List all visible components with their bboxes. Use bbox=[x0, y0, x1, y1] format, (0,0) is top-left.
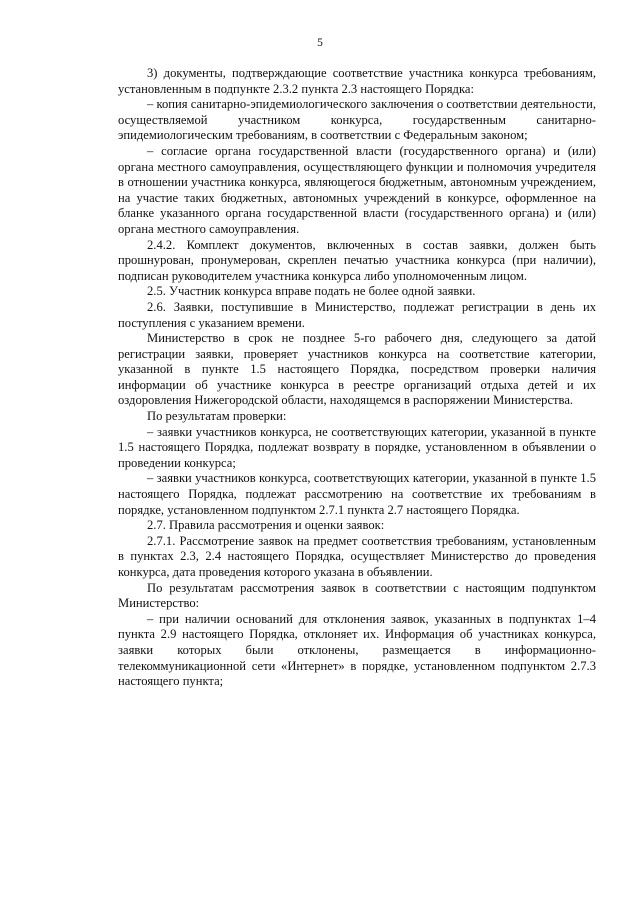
page-number: 5 bbox=[317, 37, 323, 49]
paragraph-review-applications: – заявки участников конкурса, соответствующих категории, указанной в пункте 1.5 настоящего Порядка, подлежат рассмотрению на соответствие их требованиям в порядке, установленном подпунктом 2.7.1 пункта 2.7 настоящего Порядка. bbox=[118, 471, 596, 517]
paragraph-2-7: 2.7. Правила рассмотрения и оценки заявок: bbox=[147, 518, 385, 533]
paragraph-2-4-2: 2.4.2. Комплект документов, включенных в состав заявки, должен быть прошнурован, пронумерован, скреплен печатью участника конкурса (при наличии), подписан руководителем участника конкурса либо уполномоченным лицом. bbox=[118, 237, 596, 283]
document-body bbox=[118, 66, 596, 690]
paragraph-review-results: По результатам рассмотрения заявок в соответствии с настоящим подпунктом Министерство: bbox=[118, 580, 596, 611]
paragraph-documents-list: 3) документы, подтверждающие соответствие участника конкурса требованиям, установленным в подпункте 2.3.2 пункта 2.3 настоящего Порядка: bbox=[118, 66, 596, 96]
paragraph-ministry-check: Министерство в срок не позднее 5-го рабочего дня, следующего за датой регистрации заявки, проверяет участников конкурса на соответствие категории, указанной в пункте 1.5 настоящего Порядка, посредством проверки наличия информации об участнике конкурса в реестре организаций отдыха детей и их оздоровления Нижегородской области, находящемся в распоряжении Министерства. bbox=[118, 331, 596, 408]
paragraph-2-6: 2.6. Заявки, поступившие в Министерство, подлежат регистрации в день их поступления с указанием времени. bbox=[118, 299, 596, 330]
paragraph-2-5: 2.5. Участник конкурса вправе подать не более одной заявки. bbox=[147, 284, 476, 299]
paragraph-founder-consent: – согласие органа государственной власти (государственного органа) и (или) органа местного самоуправления, осуществляющего функции и полномочия учредителя в отношении участника конкурса, являющегося бюджетным, автономным учреждением, на участие таких бюджетных, автономных учреждений в конкурсе, оформленное на бланке указанного органа государственной власти (государственного органа) и (или) органа местного самоуправления. bbox=[118, 143, 596, 236]
paragraph-sanitary-conclusion: – копия санитарно-эпидемиологического заключения о соответствии деятельности, осуществляемой участником конкурса, государственным санитарно-эпидемиологическим требованиям, в соответствии с Федеральным законом; bbox=[118, 97, 596, 143]
paragraph-rejection: – при наличии оснований для отклонения заявок, указанных в подпунктах 1–4 пункта 2.9 настоящего Порядка, отклоняет их. Информация об участниках конкурса, заявки которых были отклонены, размещается в информационно-телекоммуникационной сети «Интернет» в порядке, установленном подпунктом 2.7.3 настоящего пункта; bbox=[118, 611, 596, 689]
paragraph-check-results: По результатам проверки: bbox=[147, 409, 287, 424]
paragraph-2-7-1: 2.7.1. Рассмотрение заявок на предмет соответствия требованиям, установленным в пунктах 2.3, 2.4 настоящего Порядка, осуществляет Министерство до проведения конкурса, дата проведения которого указана в объявлении. bbox=[118, 533, 596, 579]
paragraph-return-applications: – заявки участников конкурса, не соответствующих категории, указанной в пункте 1.5 настоящего Порядка, подлежат возврату в порядке, установленном в объявлении о проведении конкурса; bbox=[118, 424, 596, 470]
